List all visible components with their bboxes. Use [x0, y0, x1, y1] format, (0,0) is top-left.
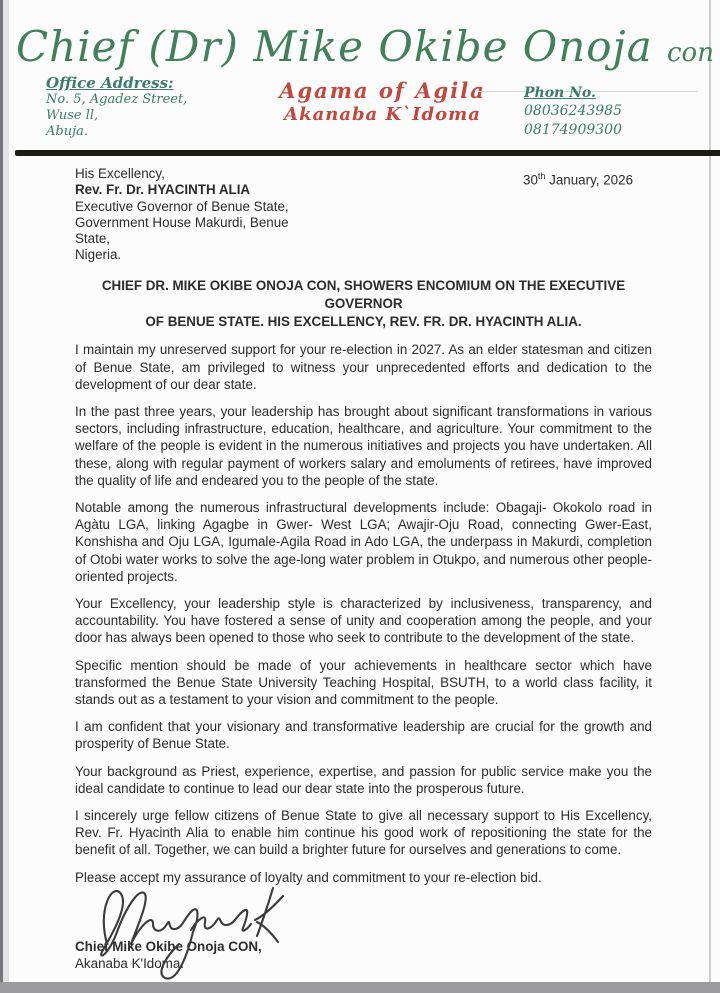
office-address-line: No. 5, Agadez Street,	[46, 92, 188, 108]
sender-title: Akanaba K'Idoma.	[75, 955, 185, 971]
letter-body	[0, 156, 720, 972]
phone-label: Phon No.	[524, 85, 596, 102]
sender-name: Chief Mike Okibe Onoja CON,	[75, 938, 262, 954]
letterhead	[0, 0, 720, 156]
chieftaincy-subtitle: Akanaba K`Idoma	[284, 104, 481, 126]
phone-label-row	[524, 82, 674, 102]
letter-paragraphs	[75, 341, 652, 885]
office-address-line: Abuja.	[46, 124, 88, 140]
paragraph: Your Excellency, your leadership style is characterized by inclusiveness, transparency, and accountability. You have fostered a sense of unity and cooperation among the people, and your door has always been opened to those who seek to contribute to the development of the state.	[75, 596, 652, 646]
letterhead-info-row	[0, 70, 720, 140]
letter-date	[523, 168, 633, 189]
title-block	[241, 78, 524, 126]
recipient-line: Executive Governor of Benue State,	[75, 198, 289, 214]
subject-line-1: CHIEF DR. MIKE OKIBE ONOJA CON, SHOWERS ENCOMIUM ON THE EXECUTIVE GOVERNOR	[101, 278, 626, 312]
handwritten-signature	[89, 870, 319, 990]
date-day: 30	[523, 172, 538, 188]
recipient-name: Rev. Fr. Dr. HYACINTH ALIA	[75, 182, 251, 198]
paragraph: Notable among the numerous infrastructural developments include: Obagaji- Okokolo road in Agàtu LGA, linking Agagbe in Gwer- West LGA; Awajir-Oju Road, connecting Gwer-East, Konshisha and Oju LGA, Igumale-Agila Road in Ado LGA, the underpass in Makurdi, completion of Otobi water works to solve the age-long water problem in Otukpo, and numerous other people-oriented projects.	[75, 500, 652, 584]
recipient-line: Nigeria.	[75, 247, 122, 263]
recipient-line: Government House Makurdi, Benue	[75, 214, 289, 230]
date-ordinal: th	[537, 171, 546, 182]
subject-line-2: OF BENUE STATE. HIS EXCELLENCY, REV. FR. DR. HYACINTH ALIA.	[145, 314, 582, 330]
recipient-line: His Excellency,	[75, 166, 165, 182]
letterhead-name	[0, 24, 720, 70]
letterhead-name-main: Chief (Dr) Mike Okibe Onoja	[16, 22, 653, 71]
scan-edge-bottom	[0, 982, 720, 993]
letterhead-name-suffix: con	[666, 38, 714, 68]
recipient-line: State,	[75, 231, 110, 246]
subject-heading	[75, 277, 652, 331]
signature-area	[75, 886, 652, 938]
phone-number: 08174909300	[524, 122, 622, 139]
office-address-block	[46, 74, 241, 140]
office-address-line: Wuse ll,	[46, 108, 99, 124]
paragraph: Your background as Priest, experience, expertise, and passion for public service make you the ideal candidate to continue to lead our dear state into the prosperous future.	[75, 763, 652, 796]
office-address-label: Office Address:	[46, 74, 174, 93]
paragraph: I sincerely urge fellow citizens of Benue State to give all necessary support to His Excellency, Rev. Fr. Hyacinth Alia to enable him continue his good work of repositioning the state for the benefit of all. Together, we can build a brighter future for ourselves and generations to come.	[75, 808, 652, 858]
paragraph: I am confident that your visionary and transformative leadership are crucial for the growth and prosperity of Benue State.	[75, 719, 652, 752]
chieftaincy-title: Agama of Agila	[279, 78, 486, 104]
paragraph: I maintain my unreserved support for your re-election in 2027. As an elder statesman and citizen of Benue State, am privileged to witness your unprecedented efforts and dedication to the development of our dear state.	[75, 342, 652, 392]
paragraph: In the past three years, your leadership has brought about significant transformations in various sectors, including infrastructure, education, healthcare, and agriculture. Your commitment to the welfare of the people is evident in the numerous initiatives and projects you have undertaken. All these, along with regular payment of workers salary and emoluments of retirees, have improved the quality of life and endeared you to the people of the state.	[75, 404, 652, 488]
phone-block	[524, 82, 674, 140]
paragraph: Specific mention should be made of your achievements in healthcare sector which have transformed the Benue State University Teaching Hospital, BSUTH, to a world class facility, it stands out as a testament to your vision and commitment to the people.	[75, 657, 652, 708]
phone-number: 08036243985	[524, 103, 622, 120]
paragraph: Please accept my assurance of loyalty and commitment to your re-election bid.	[75, 869, 542, 885]
date-rest: January, 2026	[545, 172, 634, 188]
